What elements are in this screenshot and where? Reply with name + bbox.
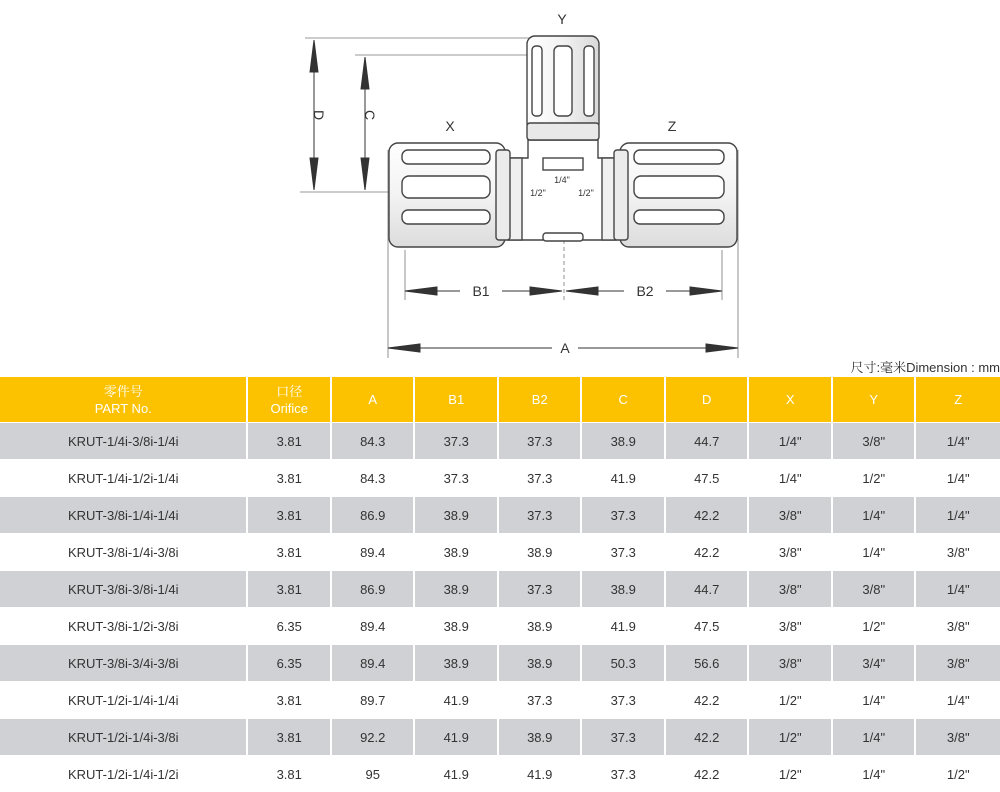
cell-c: 41.9 [581, 608, 665, 645]
cell-c: 37.3 [581, 534, 665, 571]
cell-part-no: KRUT-3/8i-3/8i-1/4i [0, 571, 247, 608]
cell-b1: 41.9 [414, 756, 498, 792]
cell-d: 47.5 [665, 460, 749, 497]
dimension-d-label: D [311, 110, 327, 120]
cell-orifice: 3.81 [247, 719, 331, 756]
cell-b2: 38.9 [498, 645, 582, 682]
cell-z: 1/4" [915, 571, 1000, 608]
cell-b2: 38.9 [498, 534, 582, 571]
cell-x: 1/2" [748, 682, 832, 719]
cell-z: 3/8" [915, 608, 1000, 645]
cell-b1: 38.9 [414, 571, 498, 608]
cell-y: 1/4" [832, 719, 916, 756]
body-mark-top: 1/4" [554, 175, 570, 185]
cell-a: 84.3 [331, 423, 415, 460]
cell-part-no: KRUT-1/2i-1/4i-1/2i [0, 756, 247, 792]
cell-z: 1/2" [915, 756, 1000, 792]
cell-part-no: KRUT-1/2i-1/4i-3/8i [0, 719, 247, 756]
header-orifice: 口径 Orifice [247, 377, 331, 423]
dimension-c [361, 57, 369, 190]
cell-d: 42.2 [665, 719, 749, 756]
cell-x: 1/2" [748, 719, 832, 756]
cell-y: 1/2" [832, 460, 916, 497]
port-z-label: Z [668, 118, 677, 134]
cell-orifice: 6.35 [247, 608, 331, 645]
cell-x: 1/4" [748, 460, 832, 497]
cell-orifice: 3.81 [247, 497, 331, 534]
cell-b2: 37.3 [498, 571, 582, 608]
cell-y: 1/4" [832, 682, 916, 719]
cell-d: 42.2 [665, 534, 749, 571]
cell-d: 47.5 [665, 608, 749, 645]
cell-d: 44.7 [665, 571, 749, 608]
cell-x: 1/4" [748, 423, 832, 460]
cell-c: 38.9 [581, 423, 665, 460]
table-row [0, 645, 1000, 682]
header-y: Y [832, 377, 916, 423]
cell-b1: 38.9 [414, 534, 498, 571]
cell-x: 3/8" [748, 497, 832, 534]
table-row [0, 571, 1000, 608]
port-y-label: Y [557, 11, 567, 27]
cell-part-no: KRUT-1/4i-3/8i-1/4i [0, 423, 247, 460]
cell-part-no: KRUT-3/8i-1/4i-3/8i [0, 534, 247, 571]
cell-c: 50.3 [581, 645, 665, 682]
cell-y: 1/4" [832, 497, 916, 534]
cell-d: 42.2 [665, 497, 749, 534]
cell-y: 1/4" [832, 534, 916, 571]
cell-b1: 41.9 [414, 719, 498, 756]
cell-b1: 37.3 [414, 460, 498, 497]
cell-d: 56.6 [665, 645, 749, 682]
table-row [0, 719, 1000, 756]
header-b2: B2 [498, 377, 582, 423]
cell-orifice: 6.35 [247, 645, 331, 682]
port-x-label: X [445, 118, 455, 134]
cell-d: 44.7 [665, 423, 749, 460]
cell-b2: 37.3 [498, 497, 582, 534]
table-row [0, 534, 1000, 571]
cell-z: 3/8" [915, 719, 1000, 756]
cell-a: 84.3 [331, 460, 415, 497]
spec-table [0, 377, 1000, 792]
cell-y: 3/4" [832, 645, 916, 682]
cell-c: 38.9 [581, 571, 665, 608]
cell-y: 3/8" [832, 423, 916, 460]
table-row [0, 756, 1000, 792]
cell-c: 37.3 [581, 682, 665, 719]
cell-a: 86.9 [331, 571, 415, 608]
cell-b1: 38.9 [414, 497, 498, 534]
cell-y: 1/2" [832, 608, 916, 645]
cell-z: 1/4" [915, 497, 1000, 534]
cell-a: 89.4 [331, 608, 415, 645]
cell-part-no: KRUT-3/8i-1/2i-3/8i [0, 608, 247, 645]
header-a: A [331, 377, 415, 423]
dimension-c-label: C [362, 110, 378, 120]
cell-a: 89.4 [331, 534, 415, 571]
cell-b1: 38.9 [414, 645, 498, 682]
tee-body [508, 140, 616, 241]
nut-z [614, 143, 737, 247]
cell-b2: 37.3 [498, 423, 582, 460]
cell-orifice: 3.81 [247, 682, 331, 719]
cell-orifice: 3.81 [247, 756, 331, 792]
cell-part-no: KRUT-3/8i-3/4i-3/8i [0, 645, 247, 682]
cell-c: 37.3 [581, 719, 665, 756]
cell-d: 42.2 [665, 682, 749, 719]
dimension-a-label: A [560, 340, 570, 356]
cell-orifice: 3.81 [247, 534, 331, 571]
cell-a: 89.7 [331, 682, 415, 719]
nut-x [389, 143, 510, 247]
cell-c: 37.3 [581, 497, 665, 534]
table-row [0, 460, 1000, 497]
table-row [0, 497, 1000, 534]
header-z: Z [915, 377, 1000, 423]
cell-x: 3/8" [748, 571, 832, 608]
cell-a: 95 [331, 756, 415, 792]
dimension-b2-label: B2 [636, 283, 653, 299]
cell-part-no: KRUT-1/2i-1/4i-1/4i [0, 682, 247, 719]
cell-x: 3/8" [748, 534, 832, 571]
cell-c: 37.3 [581, 756, 665, 792]
cell-x: 3/8" [748, 645, 832, 682]
spec-table-body [0, 423, 1000, 792]
cell-z: 3/8" [915, 645, 1000, 682]
table-row [0, 423, 1000, 460]
cell-orifice: 3.81 [247, 423, 331, 460]
header-x: X [748, 377, 832, 423]
cell-a: 92.2 [331, 719, 415, 756]
cell-b1: 41.9 [414, 682, 498, 719]
header-b1: B1 [414, 377, 498, 423]
cell-orifice: 3.81 [247, 460, 331, 497]
fitting-drawing [0, 0, 1000, 360]
cell-part-no: KRUT-1/4i-1/2i-1/4i [0, 460, 247, 497]
header-c: C [581, 377, 665, 423]
dimension-b1-label: B1 [472, 283, 489, 299]
cell-z: 1/4" [915, 423, 1000, 460]
cell-b2: 37.3 [498, 460, 582, 497]
cell-a: 86.9 [331, 497, 415, 534]
cell-z: 1/4" [915, 460, 1000, 497]
cell-x: 3/8" [748, 608, 832, 645]
cell-orifice: 3.81 [247, 571, 331, 608]
unit-note: 尺寸:毫米Dimension : mm [850, 360, 1000, 376]
header-part-no: 零件号 PART No. [0, 377, 247, 423]
cell-part-no: KRUT-3/8i-1/4i-1/4i [0, 497, 247, 534]
cell-b1: 37.3 [414, 423, 498, 460]
table-row [0, 682, 1000, 719]
cell-y: 1/4" [832, 756, 916, 792]
table-header-row [0, 377, 1000, 423]
cell-y: 3/8" [832, 571, 916, 608]
table-row [0, 608, 1000, 645]
cell-a: 89.4 [331, 645, 415, 682]
cell-b2: 37.3 [498, 682, 582, 719]
body-mark-right: 1/2" [578, 188, 594, 198]
cell-b1: 38.9 [414, 608, 498, 645]
cell-b2: 38.9 [498, 608, 582, 645]
cell-d: 42.2 [665, 756, 749, 792]
cell-x: 1/2" [748, 756, 832, 792]
nut-y [527, 36, 599, 140]
body-mark-left: 1/2" [530, 188, 546, 198]
cell-z: 1/4" [915, 682, 1000, 719]
cell-b2: 38.9 [498, 719, 582, 756]
header-d: D [665, 377, 749, 423]
cell-c: 41.9 [581, 460, 665, 497]
cell-b2: 41.9 [498, 756, 582, 792]
cell-z: 3/8" [915, 534, 1000, 571]
